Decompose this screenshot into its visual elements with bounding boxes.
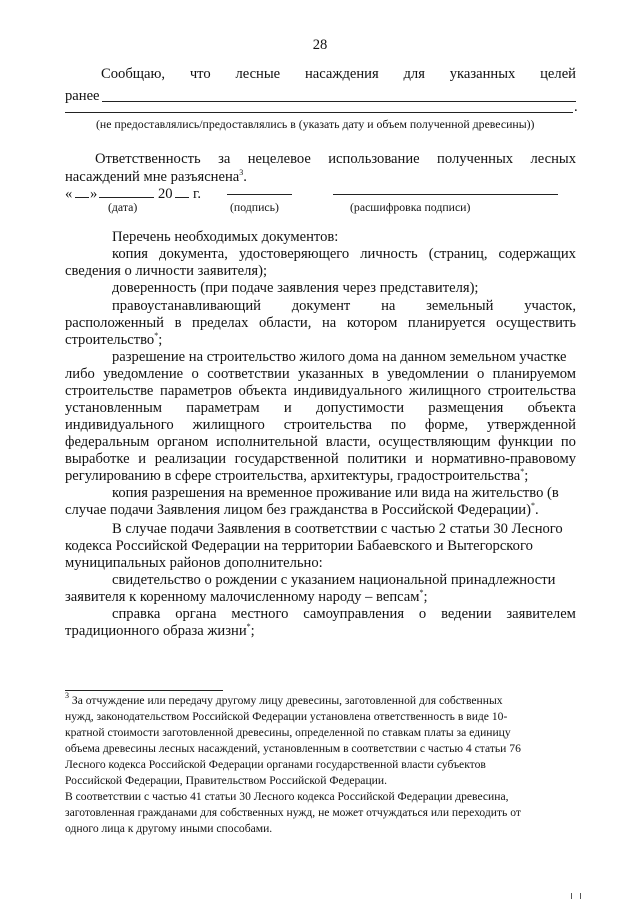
doc-item-6-line-1: свидетельство о рождении с указанием национальной принадлежности: [112, 572, 556, 588]
intro-period: .: [574, 99, 578, 115]
doc-item-4-line-2: [65, 366, 576, 383]
footnote-line-7: В соответствии с частью 41 статьи 30 Лесного кодекса Российской Федерации древесина,: [65, 790, 509, 803]
word: (страниц,: [428, 246, 488, 262]
word: государственной: [234, 451, 339, 467]
asterisk-ref: *: [520, 467, 525, 476]
doc-item-6-line-2: [65, 589, 428, 606]
doc-item-4-line-6: [65, 434, 576, 451]
word: соответствии: [207, 366, 290, 382]
doc-item-5-text: случае подачи Заявления лицом без гражданства в Российской Федерации): [65, 502, 531, 518]
word: выработке: [65, 451, 130, 467]
word: в: [174, 315, 182, 331]
word: о: [191, 366, 199, 382]
word: правоустанавливающий: [112, 298, 261, 314]
responsibility-text: насаждений мне разъяснена: [65, 169, 240, 185]
footnote-text-1: За отчуждение или передачу другому лицу древесины, заготовленной для собственных: [71, 694, 503, 707]
word: что: [189, 66, 211, 82]
doc-item-7-end: ;: [250, 623, 255, 639]
word: целей: [540, 66, 576, 82]
word: удостоверяющего: [238, 246, 350, 262]
doc-item-4-line-3: [65, 383, 576, 400]
word: нормативно-правовому: [431, 451, 576, 467]
doc-item-5-line-1: копия разрешения на временное проживание или вида на жительство (в: [112, 485, 559, 501]
word: области,: [258, 315, 312, 331]
date-quote-close: »: [90, 186, 98, 202]
word: полученных: [437, 151, 514, 167]
doc-item-7-line-1: [112, 606, 576, 623]
footnote-separator: [65, 690, 223, 691]
word: и: [415, 451, 423, 467]
word: власти,: [325, 434, 371, 450]
word: строительства: [283, 417, 372, 433]
doc-item-7-line-2: [65, 623, 255, 640]
doc-item-1-line-1: [112, 246, 576, 263]
word: содержащих: [498, 246, 576, 262]
word: для: [403, 66, 425, 82]
doc-item-6-end: ;: [423, 589, 428, 605]
year-suffix: г.: [193, 186, 201, 202]
word: на: [321, 315, 337, 331]
ranee-fill-line: [102, 101, 576, 102]
word: котором: [346, 315, 398, 331]
word: жилищного: [192, 417, 265, 433]
doc-item-4-text: регулированию в сфере строительства, архитектуры, градостроительства: [65, 468, 521, 484]
doc-item-5-end: .: [534, 502, 539, 518]
word: расположенный: [65, 315, 164, 331]
doc-item-3-line-1: [112, 298, 576, 315]
doc-item-3-line-2: [65, 315, 576, 332]
word: исполнительной: [216, 434, 318, 450]
asterisk-ref: *: [154, 331, 159, 340]
doc-item-4-line-8: [65, 468, 528, 485]
caption-sign: (подпись): [230, 200, 279, 214]
footnote-line-8: заготовленная гражданами для собственных нужд, не может отчуждаться или переходить от: [65, 806, 521, 819]
word: нецелевое: [247, 151, 311, 167]
word: параметров: [160, 383, 232, 399]
doc-item-3-line-3: [65, 332, 162, 349]
word: Ответственность: [95, 151, 201, 167]
word: уведомлении: [387, 366, 469, 382]
day-line: [75, 197, 89, 198]
word: органа: [175, 606, 217, 622]
word: утвержденной: [487, 417, 576, 433]
page-number: 28: [312, 37, 328, 53]
word: заявителем: [506, 606, 576, 622]
word: в: [372, 366, 379, 382]
paragraph-line-1: В случае подачи Заявления в соответствии с частью 2 статьи 30 Лесного: [112, 521, 563, 537]
doc-item-4-line-5: [65, 417, 576, 434]
word: форме,: [424, 417, 469, 433]
word: осуществить: [496, 315, 576, 331]
word: объекта: [238, 383, 287, 399]
footnote-line-1: [65, 691, 503, 708]
word: пределах: [192, 315, 249, 331]
footnote-line-4: объема древесины лесных насаждений, установленным в соответствии с частью 4 статьи 76: [65, 742, 521, 755]
docs-heading: Перечень необходимых документов:: [112, 229, 339, 245]
word: индивидуального: [293, 383, 403, 399]
doc-item-4-line-4: [65, 400, 576, 417]
footnote-line-9: одного лица к другому иными способами.: [65, 822, 273, 835]
caption-decode: (расшифровка подписи): [350, 200, 471, 214]
word: реализации: [154, 451, 227, 467]
paragraph-line-3: муниципальных районов дополнительно:: [65, 555, 323, 571]
word: планируется: [407, 315, 486, 331]
date-quote-open: «: [65, 186, 73, 202]
word: планируемом: [492, 366, 576, 382]
word: строительстве: [65, 383, 154, 399]
footnote-marker: 3: [65, 691, 69, 700]
word: на: [381, 298, 396, 314]
word: и: [283, 400, 292, 416]
word: органом: [157, 434, 209, 450]
responsibility-line-2: [65, 169, 247, 186]
caption-date: (дата): [108, 200, 138, 214]
scan-mark: [580, 893, 581, 899]
responsibility-end: .: [243, 169, 247, 185]
month-line: [99, 197, 154, 198]
word: лесные: [235, 66, 281, 82]
word: уведомление: [103, 366, 184, 382]
word: указанных: [449, 66, 516, 82]
word: насаждения: [304, 66, 379, 82]
footnote-line-3: кратной стоимости заготовленной древесины, определенной по ставкам платы за единицу: [65, 726, 511, 739]
signature-line: [227, 194, 292, 195]
word: документа,: [159, 246, 228, 262]
word: лесных: [530, 151, 576, 167]
word: по: [560, 434, 576, 450]
doc-item-4-line-1: разрешение на строительство жилого дома на данном земельном участке: [112, 349, 567, 365]
footnote-ref-3: 3: [239, 168, 244, 177]
footnote-line-5: Лесного кодекса Российской Федерации органами государственной власти субъектов: [65, 758, 486, 771]
word: установленным: [65, 400, 163, 416]
word: о: [476, 366, 485, 382]
word: справка: [112, 606, 161, 622]
doc-item-7-text: традиционного образа жизни: [65, 623, 247, 639]
word: самоуправления: [303, 606, 405, 622]
word: осуществляющим: [378, 434, 491, 450]
responsibility-line-1: [95, 151, 576, 168]
intro-line-1: [101, 66, 576, 83]
word: функции: [498, 434, 554, 450]
word: допустимости: [315, 400, 405, 416]
word: за: [218, 151, 231, 167]
word: местного: [231, 606, 289, 622]
doc-item-1-line-2: сведения о личности заявителя);: [65, 263, 268, 279]
decode-line: [333, 194, 558, 195]
word: Сообщаю,: [101, 66, 166, 82]
doc-item-2: доверенность (при подаче заявления через представителя);: [112, 280, 479, 296]
year-line: [175, 197, 189, 198]
doc-item-6-text: заявителя к коренному малочисленному народу – вепсам: [65, 589, 420, 605]
word: использование: [328, 151, 420, 167]
paragraph-line-2: кодекса Российской Федерации на территории Бабаевского и Вытегорского: [65, 538, 533, 554]
word: федеральным: [65, 434, 150, 450]
footnote-line-6: Российской Федерации, Правительством Российской Федерации.: [65, 774, 387, 787]
intro-second-line: [65, 112, 573, 113]
doc-item-4-line-7: [65, 451, 576, 468]
intro-hint: (не предоставлялись/предоставлялись в (указать дату и объем полученной древесины)): [96, 117, 535, 131]
word: размещения: [428, 400, 504, 416]
year-prefix: 20: [158, 186, 173, 202]
word: участок,: [524, 298, 576, 314]
doc-item-5-line-2: [65, 502, 539, 519]
word: политики: [347, 451, 407, 467]
doc-item-3-end: ;: [158, 332, 163, 348]
word: индивидуального: [65, 417, 174, 433]
word: строительства: [487, 383, 576, 399]
word: копия: [112, 246, 148, 262]
word: земельный: [426, 298, 494, 314]
word: личность: [360, 246, 418, 262]
word: по: [390, 417, 406, 433]
footnote-line-2: нужд, законодательством Российской Федерации установлена ответственность в виде 10-: [65, 710, 508, 723]
word: либо: [65, 366, 95, 382]
asterisk-ref: *: [419, 588, 424, 597]
doc-item-3-text: строительство: [65, 332, 155, 348]
word: о: [418, 606, 427, 622]
scan-mark: [571, 893, 572, 899]
intro-ranee: ранее: [65, 88, 100, 104]
asterisk-ref: *: [530, 501, 535, 510]
word: параметрам: [186, 400, 260, 416]
word: указанных: [298, 366, 364, 382]
doc-item-4-end: ;: [524, 468, 529, 484]
asterisk-ref: *: [246, 622, 251, 631]
word: и: [138, 451, 147, 467]
word: ведении: [441, 606, 492, 622]
word: объекта: [527, 400, 576, 416]
word: жилищного: [408, 383, 482, 399]
word: документ: [291, 298, 351, 314]
